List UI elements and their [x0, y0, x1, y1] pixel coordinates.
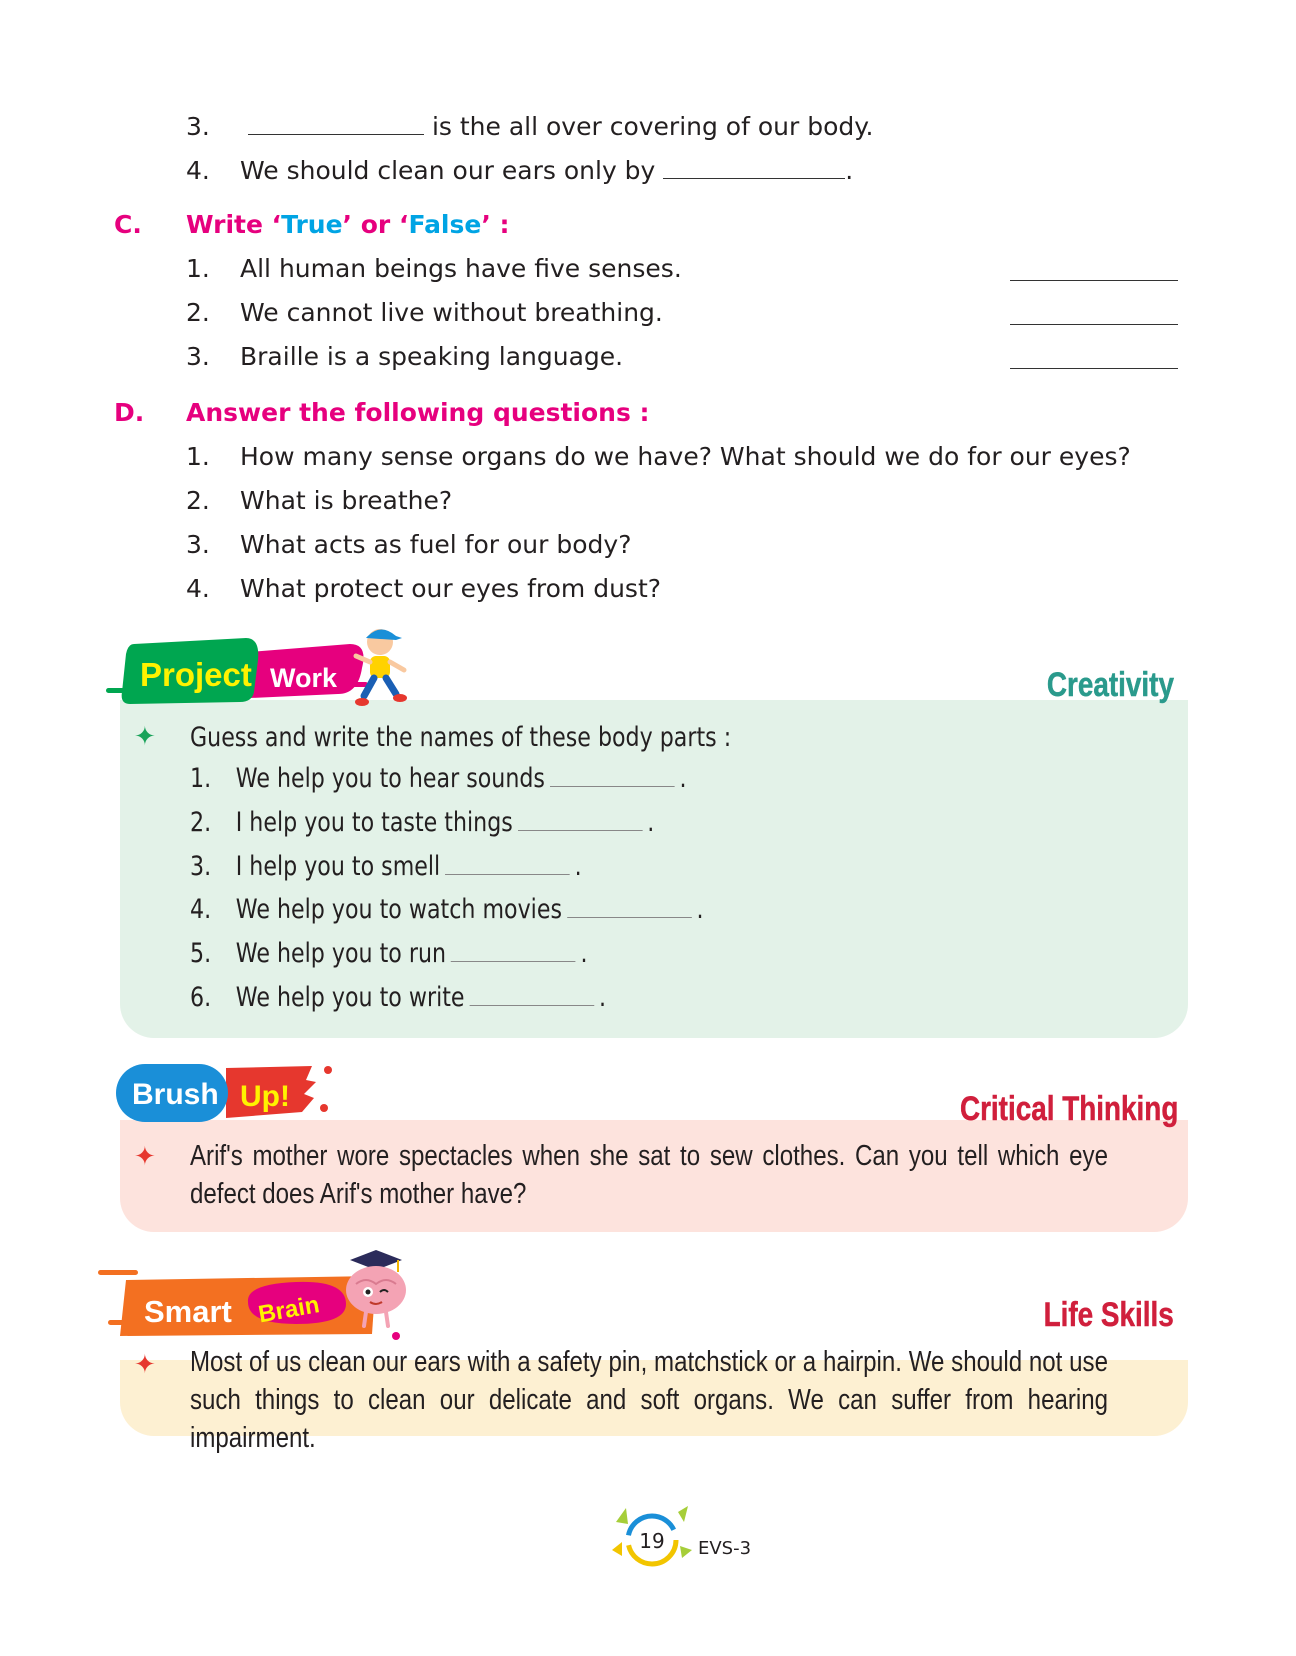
item-end: . [647, 807, 655, 838]
section-c-letter: C. [114, 210, 142, 239]
badge-word-up: Up! [240, 1080, 290, 1113]
item-number: 1. [186, 254, 210, 283]
item-number: 4. [186, 156, 210, 185]
skill-label-critical-thinking: Critical Thinking [959, 1090, 1178, 1128]
item-number: 1. [186, 442, 210, 471]
page-number: 19 [639, 1529, 665, 1553]
true-word: True [281, 210, 343, 239]
item-text: We help you to run [235, 938, 447, 969]
item-number: 1. [190, 763, 212, 794]
badge-word-smart: Smart [144, 1294, 232, 1329]
item-text: How many sense organs do we have? What should we do for our eyes? [240, 442, 1131, 471]
bullet-star-icon: ✦ [134, 1142, 156, 1172]
item-number: 2. [190, 807, 212, 838]
question-item-1 [186, 442, 1131, 472]
answer-blank[interactable] [1010, 368, 1178, 369]
brain-mascot-icon [336, 1240, 414, 1332]
project-item-4 [190, 893, 704, 925]
project-item-1 [190, 762, 686, 794]
item-text: We help you to write [235, 982, 465, 1013]
answer-blank[interactable] [550, 762, 675, 787]
badge-word-project: Project [140, 656, 252, 693]
true-false-item-2 [186, 298, 663, 328]
running-kid-icon [346, 622, 412, 712]
title-part: ’ : [481, 210, 510, 239]
item-text: We help you to watch movies [235, 894, 562, 925]
item-end: . [679, 763, 687, 794]
item-text: is the all over covering of our body. [424, 112, 874, 141]
false-word: False [408, 210, 482, 239]
item-number: 2. [186, 486, 210, 515]
skill-label-life-skills: Life Skills [1043, 1296, 1174, 1334]
badge-word-work: Work [270, 663, 338, 693]
bullet-star-icon: ✦ [134, 1350, 156, 1380]
item-end: . [574, 851, 582, 882]
answer-blank[interactable] [1010, 280, 1178, 281]
item-number: 5. [190, 938, 212, 969]
brush-up-text: Arif's mother wore spectacles when she sat to sew clothes. Can you tell which eye defect does Arif's mother have? [190, 1140, 1108, 1210]
question-item-2 [186, 486, 453, 516]
project-item-2 [190, 806, 654, 838]
item-end: . [599, 982, 607, 1013]
answer-blank[interactable] [567, 893, 692, 918]
item-text: We should clean our ears only by [240, 156, 664, 185]
fill-blank-item-3 [186, 112, 874, 142]
item-number: 6. [190, 982, 212, 1013]
item-text: All human beings have five senses. [240, 254, 682, 283]
true-false-item-3 [186, 342, 624, 372]
title-part: ’ or ‘ [342, 210, 409, 239]
section-c-title [186, 210, 510, 239]
item-number: 3. [190, 851, 212, 882]
brush-up-badge [116, 1060, 336, 1126]
project-work-intro: Guess and write the names of these body parts : [190, 722, 732, 753]
section-d-letter: D. [114, 398, 145, 427]
item-text: I help you to smell [235, 851, 441, 882]
item-text: What acts as fuel for our body? [240, 530, 632, 559]
page-number-emblem [608, 1502, 694, 1576]
answer-blank[interactable] [445, 850, 570, 875]
item-text: Braille is a speaking language. [240, 342, 624, 371]
book-code: EVS-3 [698, 1538, 752, 1559]
answer-blank[interactable] [663, 156, 845, 179]
answer-blank[interactable] [451, 937, 576, 962]
title-part: Write ‘ [186, 210, 282, 239]
item-number: 3. [186, 112, 210, 141]
item-end: . [696, 894, 704, 925]
item-text: What is breathe? [240, 486, 453, 515]
item-number: 4. [186, 574, 210, 603]
project-item-5 [190, 937, 588, 969]
section-d-title: Answer the following questions : [186, 398, 650, 427]
item-end: . [580, 938, 588, 969]
item-number: 4. [190, 894, 212, 925]
project-item-3 [190, 850, 582, 882]
answer-blank[interactable] [248, 112, 424, 135]
item-number: 3. [186, 530, 210, 559]
item-text: What protect our eyes from dust? [240, 574, 662, 603]
badge-word-brain: Brain [256, 1291, 322, 1329]
item-text: We cannot live without breathing. [240, 298, 663, 327]
answer-blank[interactable] [469, 981, 594, 1006]
question-item-3 [186, 530, 632, 560]
item-text: We help you to hear sounds [235, 763, 545, 794]
item-text: I help you to taste things [235, 807, 513, 838]
answer-blank[interactable] [518, 806, 643, 831]
item-number: 2. [186, 298, 210, 327]
item-number: 3. [186, 342, 210, 371]
item-text-end: . [845, 156, 854, 185]
smart-brain-text: Most of us clean our ears with a safety pin, matchstick or a hairpin. We should not use such things to clean our delicate and soft organs. We can suffer from hearing impairment. [190, 1346, 1108, 1454]
answer-blank[interactable] [1010, 324, 1178, 325]
project-item-6 [190, 981, 606, 1013]
badge-word-brush: Brush [132, 1078, 219, 1111]
skill-label-creativity: Creativity [1046, 666, 1174, 704]
fill-blank-item-4 [186, 156, 854, 186]
question-item-4 [186, 574, 662, 604]
true-false-item-1 [186, 254, 682, 284]
bullet-star-icon: ✦ [134, 722, 156, 752]
